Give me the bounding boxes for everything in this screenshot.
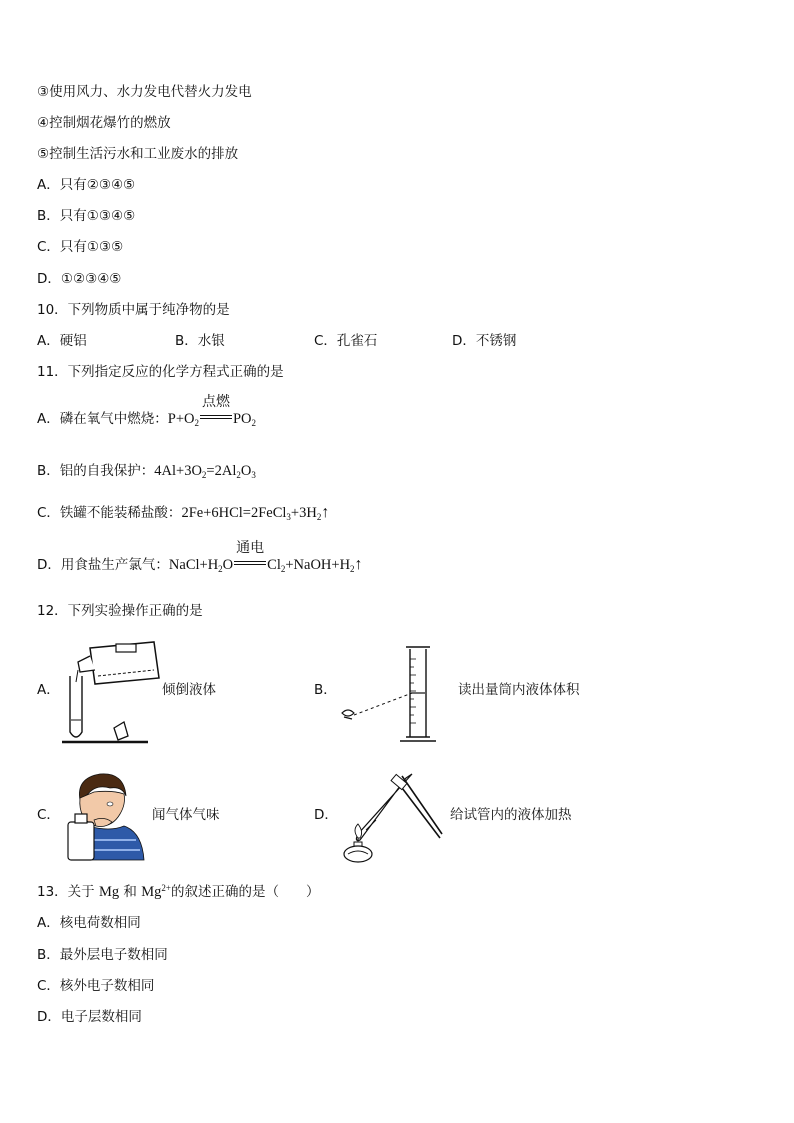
q13-option-a: A．核电荷数相同 [37,915,141,931]
q12-stem: 12．下列实验操作正确的是 [37,603,203,619]
q11-option-d [37,541,363,574]
q11-c-equation: $2Fe+6HCl=2FeCl_3+3H_2↑$ [181,504,330,522]
q11-a-label: A．磷在氧气中燃烧： [37,411,168,427]
q11-c-label: C．铁罐不能装稀盐酸： [37,505,182,521]
q11-option-a [37,395,257,428]
heating-test-tube-figure [336,772,442,864]
statement-3: ③使用风力、水力发电代替火力发电 [37,84,252,100]
q11-option-c [37,504,329,522]
mg-symbol: Mg [98,884,120,900]
q10-option-c: C．孔雀石 [314,333,378,349]
pouring-liquid-figure [62,636,162,746]
q13-option-d: D．电子层数相同 [37,1009,142,1025]
q11-option-b [37,462,256,480]
q11-b-label: B．铝的自我保护： [37,463,155,479]
q12-b-text: 读出量筒内液体体积 [458,682,580,698]
q12-a-letter: A． [37,682,60,698]
q12-c-text: 闻气体气味 [152,807,220,823]
measuring-cylinder-figure [340,645,440,745]
q12-c-letter: C． [37,807,60,823]
q11-d-equation: $NaCl+H_2O$ 通电 $Cl_2+NaOH+H_2↑$ [168,541,363,574]
q12-d-letter: D． [314,807,338,823]
q12-d-text: 给试管内的液体加热 [450,807,572,823]
q13-stem-middle: 和 [119,884,142,900]
q10-stem: 10．下列物质中属于纯净物的是 [37,302,230,318]
smelling-gas-figure [66,770,146,862]
q12-a-text: 倾倒液体 [162,682,216,698]
q10-option-a: A．硬铝 [37,333,87,349]
q10-option-d: D．不锈钢 [452,333,517,349]
q12-b-letter: B． [314,682,337,698]
q11-d-label: D．用食盐生产氯气： [37,557,169,573]
q9-option-d: D．①②③④⑤ [37,271,122,287]
q9-option-c: C．只有①③⑤ [37,239,124,255]
q11-a-equation: $P+O_2$ 点燃 $PO_2$ [167,395,257,428]
q13-stem-prefix: 13．关于 [37,884,99,900]
statement-4: ④控制烟花爆竹的燃放 [37,115,171,131]
mg-ion-symbol: $Mg^{2+}$ [141,883,171,900]
q13-stem [37,883,319,901]
statement-5: ⑤控制生活污水和工业废水的排放 [37,146,239,162]
q11-a-condition: 点燃 [201,395,230,410]
q13-option-b: B．最外层电子数相同 [37,947,168,963]
q9-option-a: A．只有②③④⑤ [37,177,136,193]
q11-b-equation: $4Al+3O_2=2Al_2O_3$ [154,463,256,480]
q9-option-b: B．只有①③④⑤ [37,208,136,224]
q13-option-c: C．核外电子数相同 [37,978,155,994]
q11-d-condition: 通电 [236,541,265,556]
q11-stem: 11．下列指定反应的化学方程式正确的是 [37,364,284,380]
q13-stem-suffix: 的叙述正确的是（ ） [170,884,320,900]
q10-option-b: B．水银 [175,333,225,349]
